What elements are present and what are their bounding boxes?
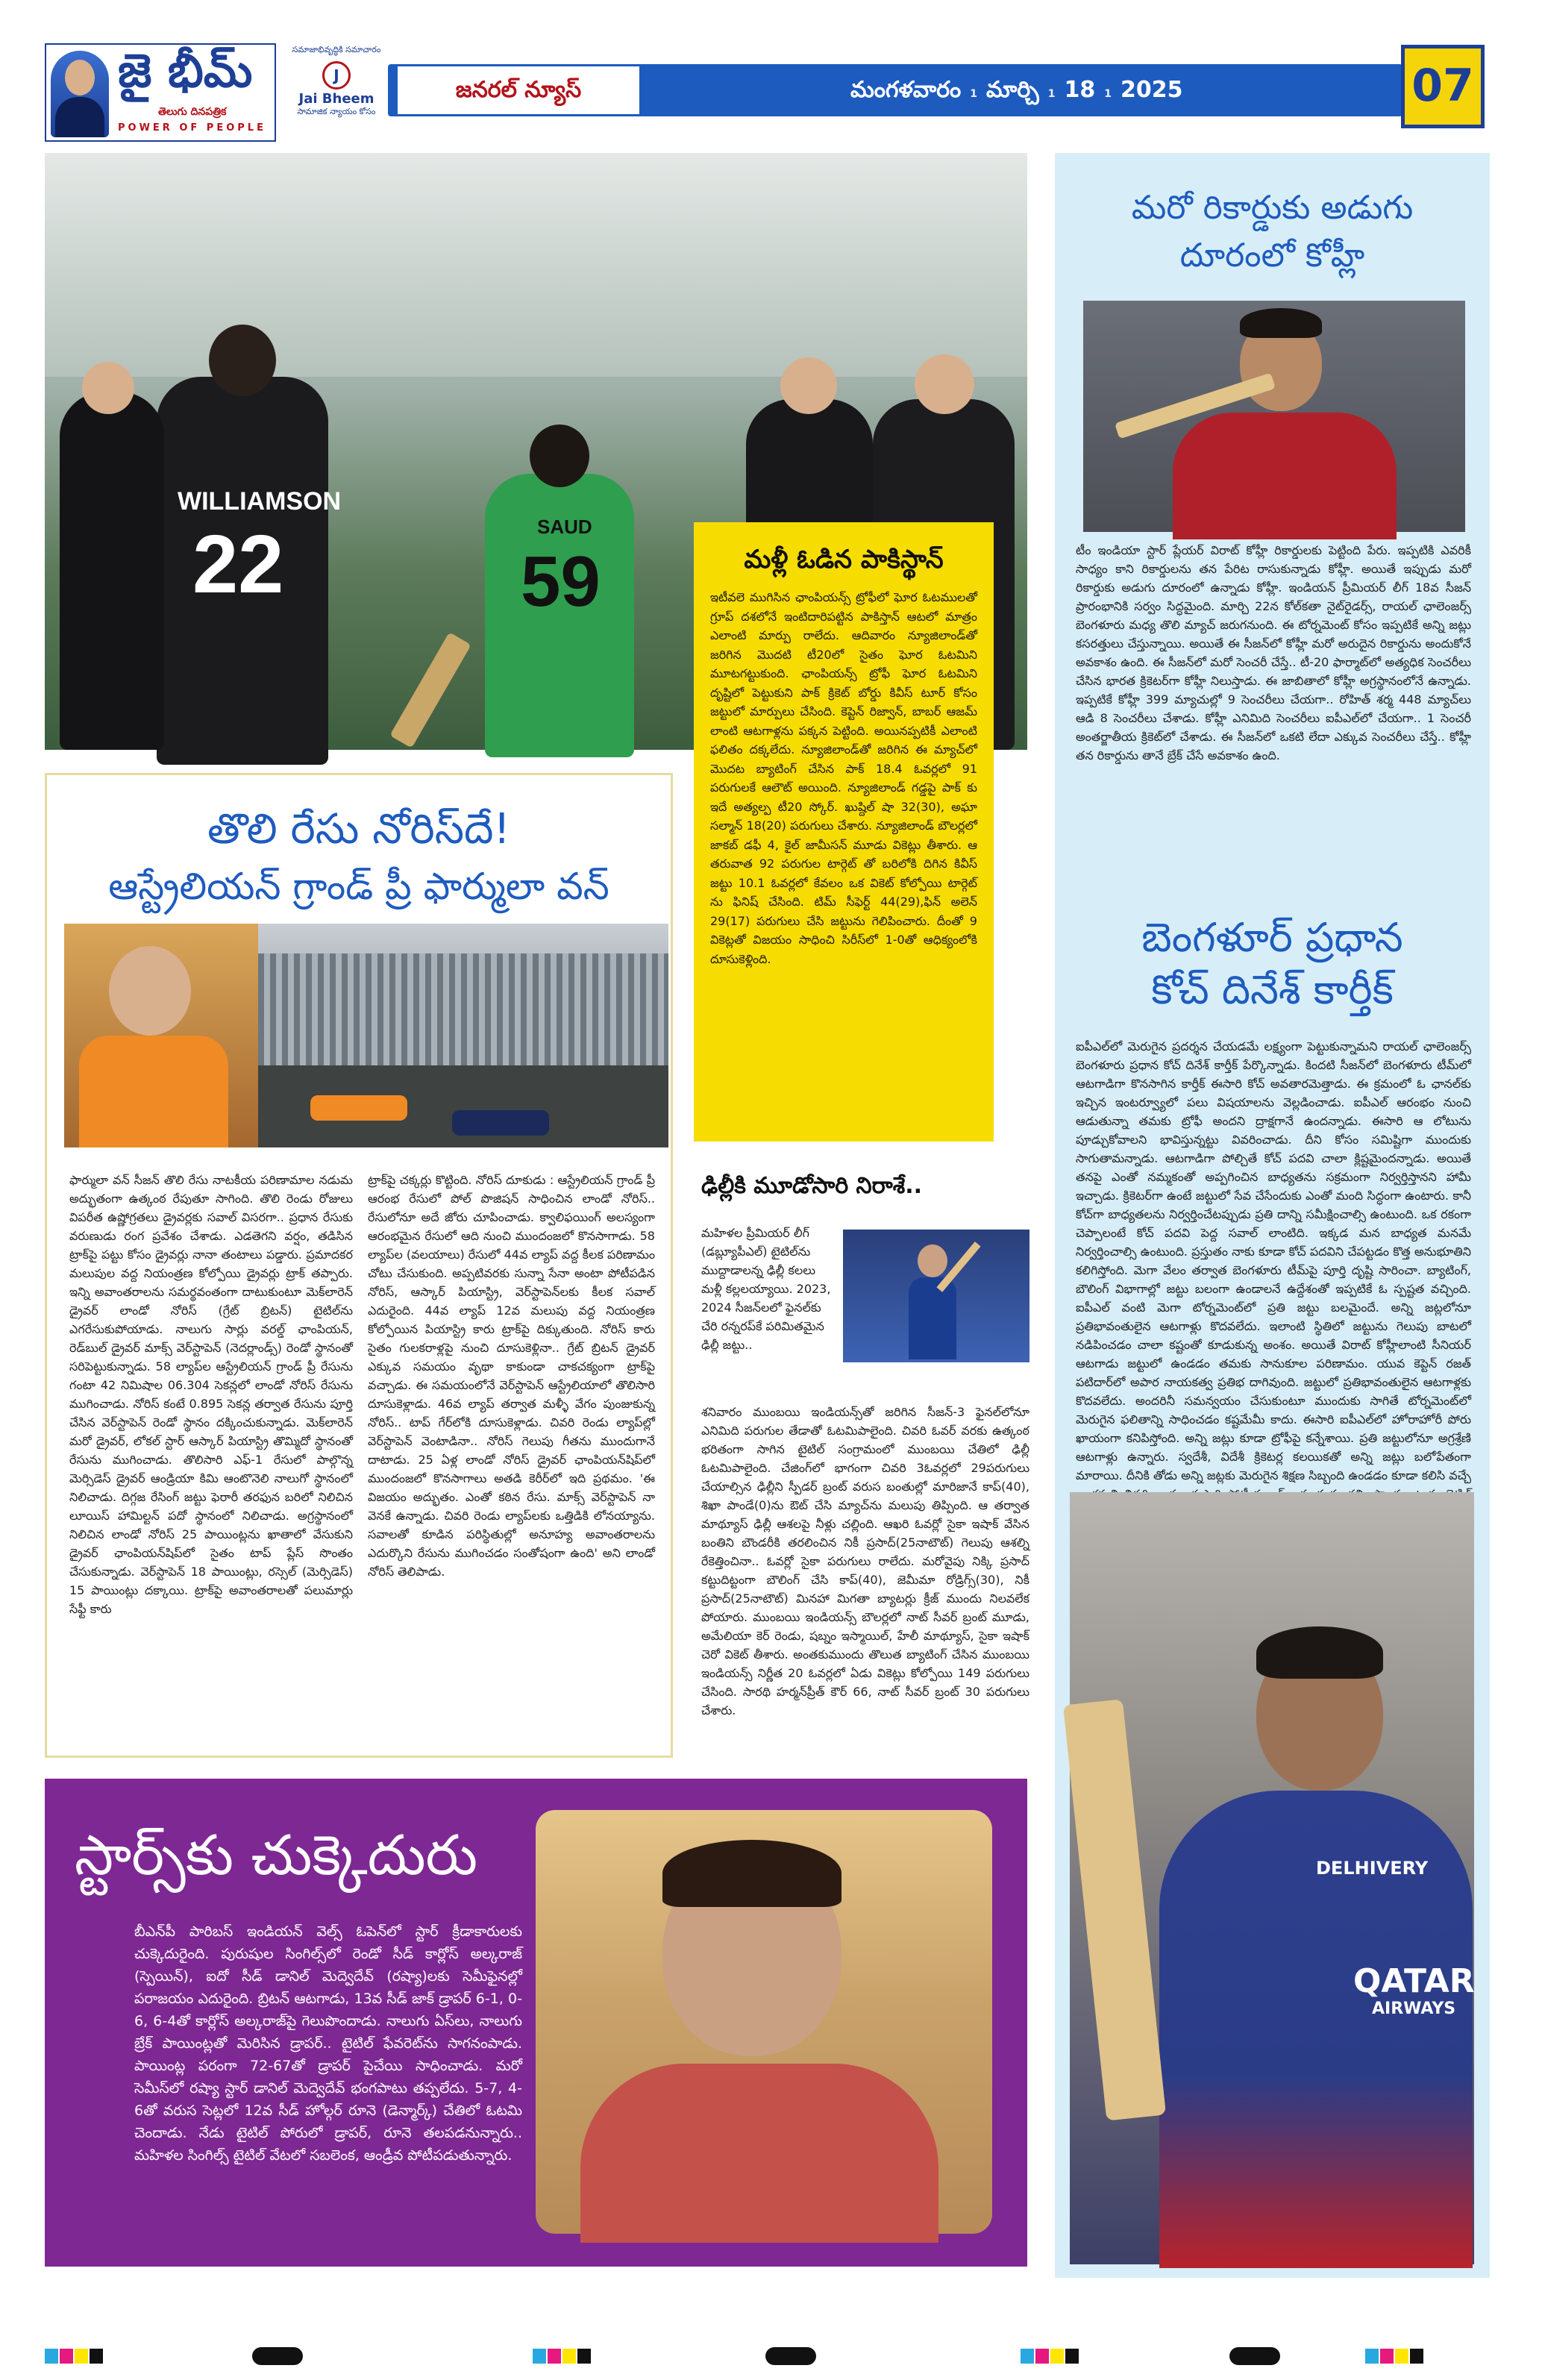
issue-date: మంగళవారం 1 మార్చి 1 18 1 2025	[850, 77, 1183, 103]
jersey-name-williamson: WILLIAMSON	[178, 487, 342, 516]
print-registration-mark	[1021, 2349, 1079, 2364]
issue-month: మార్చి	[985, 77, 1039, 103]
paper-subtitle: తెలుగు దినపత్రిక	[158, 106, 227, 118]
jersey-number-59: 59	[521, 542, 601, 621]
f1-story-title-line1: తొలి రేసు నోరిస్‌దే!	[207, 805, 511, 854]
kohli-story-title-line1: మరో రికార్డుకు అడుగు	[1131, 189, 1414, 227]
wpl-story-body: శనివారం ముంబయి ఇండియన్స్‌తో జరిగిన సీజన్-3 ఫైనల్‌లోనూ ఎనిమిది పరుగుల తేడాతో ఓటమిపాలైంది. చివరి ఓవర్ వరకు ఉత్కంఠ భరితంగా సాగిన టైటిల్ సంగ్రామంలో ముంబయి చేతిలో ఢిల్లీ ఓటమిపాలైంది. చేజింగ్‌లో భాగంగా చివరి 3ఓవర్లలో 29పరుగులు చేయాల్సిన ఢిల్లీని స్పీడర్ బ్రంట్ వరుస బంతుల్లో మారిజానే కాప్(40), శిఖా పాండే(0)ను ఔట్ చేసి మ్యాచ్‌ను మలుపు తిప్పింది. ఆ తర్వాత మాథ్యూస్ ఢిల్లీ ఆశలపై నీళ్లు చల్లింది. ఆఖరి ఓవర్లో సైకా ఇషాక్ వేసిన బంతిని బౌండరీకి తరలించిన నికీ ప్రసాద్(25నాటౌట్) గెలుపు ఆశల్ని రేకెత్తించినా.. ఓవర్లో సైకా పరుగులు రాలేదు. మరోవైపు నిక్కి ప్రసాద్ కట్టుదిట్టంగా బౌలింగ్ చేసి కాప్(40), జెమీమా రోడ్రిగ్స్(30), నికీ ప్రసాద్(25నాటౌట్) మినహా మిగతా బ్యాటర్లు క్రీజ్ ముందు నిలవలేక పోయారు. ముంబయి ఇండియన్స్ బౌలర్లలో నాట్ సీవర్ బ్రంట్ మూడు, అమేలియా కెర్ రెండు, షబ్నం ఇస్మాయిల్, హేలీ మాథ్యూస్, సైకా ఇషాక్ చెరో వికెట్ తీశారు. అంతకుముందు తొలుత బ్యాటింగ్ చేసిన ముంబయి ఇండియన్స్ నిర్ణీత 20 ఓవర్లలో ఏడు వికెట్లు కోల్పోయి 149 పరుగులు చేసింది. సారథి హర్మన్‌ప్రీత్ కౌర్ 66, నాట్ సీవర్ బ్రంట్ 30 పరుగులు చేశారు.	[701, 1405, 1029, 1717]
f1-story-column-2: ట్రాక్‌పై చక్కర్లు కొట్టింది. నోరిస్ దూకుడు : ఆస్ట్రేలియన్ గ్రాండ్ ప్రీ ఆరంభ రేసులో పోల్ పొజిషన్ సాధించిన లాండో నోరిస్.. రేసులోనూ అదే జోరు చూపించాడు. క్వాలిఫయింగ్ అలస్యంగా ఆరంభమైన రేసులో ఆది నుంచి ముందంజలో కొనసాగాడు. 58 ల్యాప్‌ల (వలయాలు) రేసులో 44వ ల్యాప్ వద్ద కీలక పరిణామం చోటు చేసుకుంది. అప్పటివరకు సున్నా సేనా అంటా పోటీపడిన నోరిస్, ఆస్కార్ పియాస్ట్రి, వెర్‌స్టాపెన్‌లకు కీలక సవాల్ ఎదురైంది. 44వ ల్యాప్ 12వ మలుపు వద్ద నియంత్రణ కోల్పోయిన పియాస్ట్రి కారు ట్రాక్‌పై దిక్కుతుంది. నోరిస్ కారు సైతం గులకరాళ్లపై నుంచి దూసుకెళ్లినా.. గ్రేట్ బ్రిటన్ డ్రైవర్ ఎక్కువ సమయం వృథా కాకుండా చాకచక్యంగా ట్రాక్‌పై వచ్చాడు. ఈ సమయంలోనే వెర్‌స్టాపెన్ ఆస్ట్రేలియాలో తొలిసారి దూసుకెళ్లాడు. 46వ ల్యాప్ తర్వాత మళ్ళీ వేగం పుంజుకున్న నోరిస్.. టాప్ గేర్‌లోకి దూసుకెళ్లాడు. చివరి రెండు ల్యాప్‌ల్లో వెర్‌స్టాపెన్ వెంటాడినా.. నోరిస్ గెలుపు గీతను ముందుగానే దాటాడు. 25 ఏళ్ల లాండో నోరిస్ డ్రైవర్ ఛాంపియన్‌షిప్‌లో ముందంజలో కొనసాగాలు అతడి కెరీర్‌లో ఇది ప్రథమం. 'ఈ విజయం అద్భుతం. ఎంతో కఠిన రేసు. మాక్స్ వెర్‌స్టాపెన్ నా వెనకే ఉన్నాడు. చివరి రెండు ల్యాప్‌లకు ఒత్తిడికి లోనయ్యాను. సవాలతో కూడిన పరిస్థితుల్లో అనూహ్య అవాంతరాలను ఎదుర్కొని రేసును ముగించడం సంతోషంగా ఉంది' అని లాండో నోరిస్ తెలిపాడు.	[368, 1173, 655, 1579]
wpl-story-wrap-text: మహిళల ప్రీమియర్ లీగ్ (డబ్ల్యూపీఎల్) టైటిల్‌ను ముద్దాడాలన్న ఢిల్లీ కలలు మళ్లీ కల్లలయ్యాయి. 2023, 2024 సీజన్‌లలో ఫైనల్‌కు చేరి రన్నరప్‌కే పరిమితమైన ఢిల్లీ జట్టు..	[701, 1226, 831, 1352]
f1-race-photo	[64, 924, 668, 1147]
jersey-number-22: 22	[192, 519, 284, 610]
jai-bheem-emblem-icon: J	[322, 61, 351, 90]
karthik-jersey-brand: QATAR	[1353, 1962, 1475, 2000]
paper-tagline: POWER OF PEOPLE	[118, 122, 266, 134]
karthik-story-body: ఐపీఎల్‌లో మెరుగైన ప్రదర్శన చేయడమే లక్ష్యంగా పెట్టుకున్నామని రాయల్ ఛాలెంజర్స్ బెంగళూరు ప్రధాన కోచ్ దినేశ్ కార్తీక్ పేర్కొన్నాడు. కిందటి సీజన్‌లో బెంగళూరు టీమ్‌లో ఆటగాడిగా కొనసాగిన కార్తీక్ ఈసారి కోచ్ అవతారమెత్తాడు. ఈ క్రమంలో ఓ ఛానల్‌కు ఇచ్చిన ఇంటర్వ్యూలో పలు విషయాలను వెల్లడించాడు. ఐపీఎల్ ఆరంభం నుంచి ఆడుతున్నా తమకు ట్రోఫీ అందని ద్రాక్షగానే ఉందన్నాడు. ఈసారి ఆ లోటును పూడ్చుకోవాలని భావిస్తున్నట్టు వివరించాడు. దీని కోసం సమిష్టిగా ముందుకు సాగుతామన్నాడు. ఆటగాడిగా పోల్చితే కోచ్ పదవి చాలా క్లిష్టమైందన్నాడు. అయితే తనపై ఎంతో నమ్మకంతో అప్పగించిన బాధ్యతను సక్రమంగా నిర్వర్తిస్తానని హామీ ఇచ్చాడు. క్రికెటర్‌గా ఉంటే జట్టులో సేవ చేసేందుకు ఎంతో మంది సిద్ధంగా ఉంటారు. కానీ కోచ్‌గా బాధ్యతలను నిర్వర్తించేటప్పుడు ప్రతి దాన్ని సమీక్షించాల్సి ఉంటుంది. ఒక రకంగా చెప్పాలంటే కోచ్ పదవి పెద్ద సవాల్ లాంటిది. ఇక్కడ మన బాధ్యత మనమే నిర్వర్తించాల్సి ఉంటుంది. ప్రస్తుతం నాకు కూడా కోచ్ పదవిని చేపట్టడం కొత్త అనుభూతిని కలిగిస్తోంది. మెగా వేలం తర్వాత బెంగళూరు టీమ్‌పై పూర్తి దృష్టి సారించా. బ్యాటింగ్, బౌలింగ్ విభాగాల్లో జట్టు బలంగా ఉండాలనే ఉద్దేశంతో ఇప్పటికే ఓ స్పష్టత వచ్చింది. ఐపీఎల్ వంటి మెగా టోర్నమెంట్‌లో ప్రతి జట్టు బలమైందే. అన్ని జట్లలోనూ ప్రతిభావంతులైన ఆటగాళ్లు కొదవలేదు. ఇలాంటి స్థితిలో జట్టును గెలుపు బాటలో నడిపించడం చాలా కష్టంతో కూడుకున్న అంశం. అయితే విరాట్ కోహ్లీలాంటి సీనియర్ ఆటగాడు జట్టులో ఉండడం తమకు సానుకూల పరిణామం. యువ కెప్టెన్ రజత్ పటిదార్‌లో అపార నాయకత్వ ప్రతిభ దాగివుంది. జట్టులో ప్రతిభావంతులైన ఆటగాళ్లకు కొదవలేదు. అందరినీ సమన్వయం చేసుకుంటూ ముందుకు సాగితే టోర్నమెంట్‌లో మెరుగైన ఫలితాన్ని సాధించడం కష్టమేమీ కాదు. ఈసారి ఐపీఎల్‌లో హోరాహోరీ పోరు ఖాయంగా కనిపిస్తోంది. అన్ని జట్లు కూడా ట్రోఫీపై కన్నేశాయి. ప్రతి జట్టులోనూ అగ్రశ్రేణి ఆటగాళ్లు ఉన్నారు. స్వదేశీ, విదేశీ క్రికెటర్ల కలయికతో అన్ని జట్లు బలోపేతంగా మారాయి. దీనికి తోడు అన్ని జట్లకు మెరుగైన శిక్షణ సిబ్బంది ఉండడం కూడా కలిసి వచ్చే	[1076, 1039, 1471, 1482]
karthik-jersey-sponsor: DELHIVERY	[1316, 1858, 1429, 1879]
virat-kohli-photo	[1083, 301, 1465, 532]
karthik-story-title-line1: బెంగళూర్ ప్రధాన	[1141, 914, 1403, 961]
pakistan-story-body: ఇటీవలె ముగిసిన ఛాంపియన్స్ ట్రోఫీలో ఘోర ఓటములతో గ్రూప్ దశలోనే ఇంటిదారిపట్టిన పాకిస్తాన్ ఆటలో మాత్రం ఎలాంటి మార్పు రాలేదు. ఆదివారం న్యూజిలాండ్‌తో జరిగిన మొదటి టీ20లో సైతం ఘోర ఓటమిని మూటగట్టుకుంది. ఛాంపియన్స్ ట్రోఫీ ఘోర ఓటమిని దృష్టిలో పెట్టుకుని పాక్ క్రికెట్ బోర్డు కివీస్ టూర్ కోసం జట్టులో మార్పులు చేసింది. కెప్టెన్ రిజ్వాన్, బాబర్ ఆజమ్ లాంటి ఆటగాళ్లను పక్కన పెట్టింది. అయినప్పటికీ ఎలాంటి ఫలితం దక్కలేదు. న్యూజిలాండ్‌తో జరిగిన ఈ మ్యాచ్‌లో మొదట బ్యాటింగ్ చేసిన పాక్ 18.4 ఓవర్లలో 91 పరుగులకే ఆలౌట్ అయింది. న్యూజిలాండ్ గడ్డపై పాక్ కు ఇదే అత్యల్ప టీ20 స్కోర్. ఖుష్దిల్ షా 32(30), అఘా సల్మాన్ 18(20) పరుగులు చేశారు. న్యూజిలాండ్ బౌలర్లలో జాకబ్ డఫీ 4, కైల్ జామీసన్ మూడు వికెట్లు తీశారు. ఆ తరువాత 92 పరుగుల టార్గెట్ తో బరిలోకి దిగిన కివీస్ జట్టు 10.1 ఓవర్లలో కేవలం ఒక వికెట్ కోల్పోయి టార్గెట్ ను ఫినిష్ చేసింది. టిమ్ సీఫెర్ట్ 44(29),ఫిన్ అలెన్ 29(17) పరుగులు చేసి జట్టును గెలిపించారు. దీంతో 9 వికెట్లతో విజయం సాధించి సిరీస్‌లో 1-0తో ఆధిక్యంలోకి దూసుకెళ్లింది.	[710, 590, 977, 966]
page-number: 07	[1401, 45, 1485, 128]
print-registration-mark	[252, 2347, 303, 2365]
tennis-player-photo	[536, 1810, 992, 2234]
print-registration-mark	[1229, 2347, 1280, 2365]
f1-story-title-line2: ఆస్ట్రేలియన్ గ్రాండ్ ప్రీ ఫార్ములా వన్	[108, 865, 609, 908]
issue-year: 2025	[1120, 77, 1183, 103]
pakistan-story-title: మళ్లీ ఓడిన పాకిస్థాన్	[744, 545, 944, 574]
newspaper-logo	[45, 43, 276, 142]
jersey-name-saud: SAUD	[537, 516, 592, 538]
f1-story-column-1: ఫార్ములా వన్ సీజన్ తొలి రేసు నాటకీయ పరిణామాల నడుమ అద్భుతంగా ఉత్కంఠ రేపుతూ సాగింది. తొలి రెండు రోజులు విపరీత ఉష్ణోగ్రతలు డ్రైవర్లకు సవాల్ విసరగా.. ప్రధాన రేసుకు వరుణుడు రంగ ప్రవేశం చేశాడు. ఎడతెగని వర్షం, తడిసిన ట్రాక్‌పై పట్టు కోసం డ్రైవర్లు నానా తంటాలు పడ్డారు. ప్రమాదకర మలుపుల వద్ద నియంత్రణ కోల్పోయి డ్రైవర్లు ట్రాక్ తప్పారు. ఇన్ని అవాంతరాలను సమర్థవంతంగా దాటుకుంటూ మెక్‌లారెన్ డ్రైవర్ లాండో నోరిస్ (గ్రేట్ బ్రిటన్) టైటిల్‌ను ఎగరేసుకుపోయాడు. నాలుగు సార్లు వరల్డ్ ఛాంపియన్, రెడ్‌బుల్ డ్రైవర్ మాక్స్ వెర్‌స్టాపెన్ (నెదర్లాండ్స్) రెండో స్థానంతో సరిపెట్టుకున్నాడు. 58 ల్యాప్‌ల ఆస్ట్రేలియన్ గ్రాండ్ ప్రీ రేసును గంటా 42 నిమిషాల 06.304 సెకన్లలో లాండో నోరిస్ రేసును ముగించాడు. నోరిస్ కంటే 0.895 సెకన్ల తర్వాత రేసును పూర్తి చేసిన వెర్‌స్టాపెన్ రెండో స్థానం దక్కించుకున్నాడు. మెక్‌లారెన్ మరో డ్రైవర్, లోకల్ స్టార్ ఆస్కార్ పియాస్ట్రి తొమ్మిదో స్థానంతో రేసును ముగించాడు. తొలిసారి ఎఫ్-1 రేసులో పాల్గొన్న మెర్సిడెస్ డ్రైవర్ ఆండ్రియా కిమి ఆంటొనెలి నాలుగో స్థానంలో నిలిచాడు. దిగ్గజ రేసింగ్ జట్టు ఫెరారీ తరఫున బరిలో నిలిచిన లూయిస్ హామిల్టన్ పదో స్థానంలో నిలిచాడు. అగ్రస్థానంలో నిలిచిన లాండో నోరిస్ 25 పాయింట్లను ఖాతాలో వేసుకుని డ్రైవర్ ఛాంపియన్‌షిప్‌లో సైతం టాప్ ప్లేస్ సొంతం చేసుకున్నాడు. వెర్‌స్టాపెన్ 18 పాయింట్లు, రస్సెల్ (మెర్సిడెస్) 15 పాయింట్లు దక్కాయి. ట్రాక్‌పై అవాంతరాలతో పలుమార్లు సేఫ్టీ కారు	[69, 1173, 353, 1616]
print-registration-mark	[45, 2349, 103, 2364]
wpl-batter-photo	[843, 1230, 1029, 1362]
pakistan-story-box	[694, 522, 994, 1142]
print-registration-mark	[765, 2347, 816, 2365]
issue-date-number: 18	[1064, 77, 1096, 103]
tennis-story-body: బీఎన్‌పీ పారిబస్ ఇండియన్ వెల్స్ ఓపెన్‌లో స్టార్ క్రీడాకారులకు చుక్కెదురైంది. పురుషుల సింగిల్స్‌లో రెండో సీడ్ కార్లోస్ అల్కరాజ్ (స్పెయిన్), ఐదో సీడ్ డానిల్ మెద్వెదేవ్ (రష్యా)లకు సెమీఫైనల్లో పరాజయం ఎదురైంది. బ్రిటన్ ఆటగాడు, 13వ సీడ్ జాక్ డ్రాపర్ 6-1, 0-6, 6-4తో కార్లోస్ అల్కరాజ్‌పై గెలుపొందాడు. నాలుగు ఏస్‌లు, నాలుగు బ్రేక్ పాయింట్లతో మెరిసిన డ్రాపర్.. టైటిల్ ఫేవరెట్‌ను సాగనంపాడు. పాయింట్ల పరంగా 72-67తో డ్రాపర్ పైచేయి సాధించాడు. మరో సెమీస్‌లో రష్యా స్టార్ డానిల్ మెద్వెదేవ్ భంగపాటు తప్పలేదు. 5-7, 4-6తో వరుస సెట్లలో 12వ సీడ్ హోల్గర్ రూనె (డెన్మార్క్) చేతిలో ఓటమి చెందాడు. నేడు టైటిల్ పోరులో డ్రాపర్, రూనె తలపడనున్నారు.. మహిళల సింగిల్స్ టైటిల్ వేటలో సబలెంక, ఆండ్రీవ పోటీపడుతున్నారు.	[134, 1923, 522, 2164]
section-label: జనరల్ న్యూస్	[395, 64, 642, 116]
ambedkar-portrait-icon	[51, 51, 109, 137]
wpl-story-title: ఢిల్లీకి మూడోసారి నిరాశే..	[701, 1173, 923, 1199]
brand-top-text: సమాజాభివృద్ధికి సమాచారం	[292, 45, 381, 54]
kohli-story-title-line2: దూరంలో కోహ్లీ	[1179, 237, 1365, 275]
karthik-jersey-brand-sub: AIRWAYS	[1372, 1999, 1456, 2018]
paper-title: జై భీమ్	[118, 43, 253, 98]
kohli-story-body: టీం ఇండియా స్టార్ ప్లేయర్ విరాట్ కోహ్లీ రికార్డులకు పెట్టింది పేరు. ఇప్పటికి ఎవరికీ సాధ్యం కాని రికార్డులను తన పేరిట రాసుకున్నాడు కోహ్లీ. అయితే ఇప్పుడు మరో రికార్డుకు అడుగు దూరంలో ఉన్నాడు కోహ్లీ. ఇండియన్ ప్రీమియర్ లీగ్ 18వ సీజన్ ప్రారంభానికి సర్వం సిద్ధమైంది. మార్చి 22న కోల్‌కతా నైట్‌రైడర్స్, రాయల్ ఛాలెంజర్స్ బెంగళూరు మధ్య తొలి మ్యాచ్ జరుగనుంది. ఈ టోర్నమెంట్ కోసం ఇప్పటికే అన్ని జట్లు కసరత్తులు చేస్తున్నాయి. అయితే ఈ సీజన్‌లో కోహ్లీ మరో అరుదైన రికార్డును అందుకోనే అవకాశం ఉంది. ఈ సీజన్‌లో మరో సెంచరీ చేస్తే.. టీ-20 ఫార్మాట్‌లో అత్యధిక సెంచరీలు చేసిన భారత క్రికెటర్‌గా కోహ్లీ నిలుస్తాడు. ఈ జాబితాలో కోహ్లీ అగ్రస్థానంలోనే ఉన్నాడు. ఇప్పటికే కోహ్లీ 399 మ్యాచుల్లో 9 సెంచరీలు చేయగా.. రోహిత్ శర్మ 448 మ్యాచ్‌లు ఆడి 8 సెంచరీలు చేశాడు. కోహ్లీ ఎనిమిది సెంచరీలు ఐపీఎల్‌లో చేయగా.. 1 సెంచరీ అంతర్జాతీయ క్రికెట్‌లో చేశాడు. ఈ సీజన్‌లో ఒకటి లేదా ఎక్కువ సెంచరీలు చేస్తే.. కోహ్లీ తన రికార్డును తానే బ్రేక్ చేసే అవకాశం ఉంది.	[1076, 543, 1471, 762]
brand-name: Jai Bheem	[298, 91, 374, 107]
print-registration-mark	[533, 2349, 591, 2364]
f1-story-box	[45, 773, 673, 1758]
brand-emblem-block	[288, 45, 385, 119]
brand-bottom-text: సామాజిక న్యాయం కోసం	[297, 107, 376, 116]
issue-day: మంగళవారం	[850, 77, 962, 103]
dinesh-karthik-photo	[1070, 1492, 1474, 2264]
tennis-story-title: స్టార్స్‌కు చుక్కెదురు	[75, 1823, 478, 1888]
karthik-story-title-line2: కోచ్ దినేశ్ కార్తీక్	[1151, 966, 1394, 1013]
print-registration-mark	[1365, 2349, 1423, 2364]
